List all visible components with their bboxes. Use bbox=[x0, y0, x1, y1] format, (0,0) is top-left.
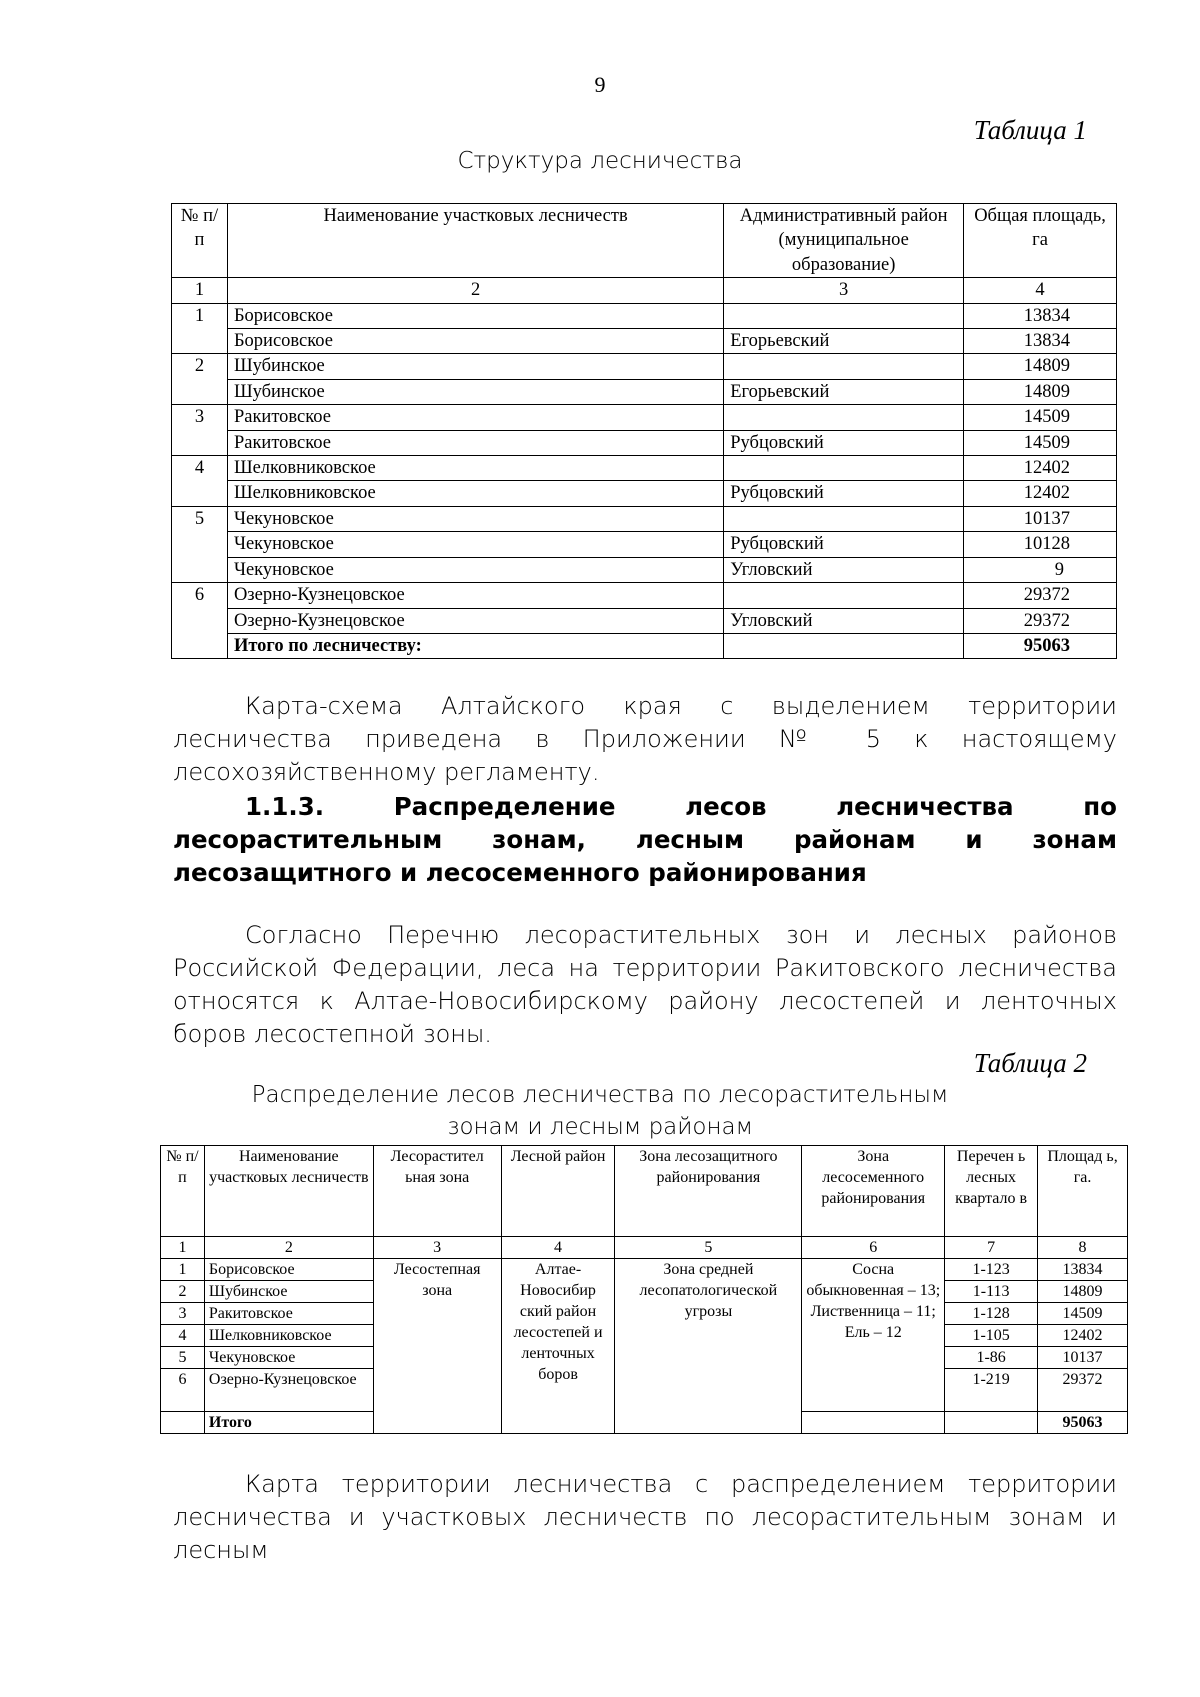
header-area: Общая площадь, га bbox=[964, 204, 1117, 278]
row-area: 14809 bbox=[964, 354, 1117, 379]
header-forest-zone: Лесорастител ьная зона bbox=[373, 1146, 501, 1237]
header-forest-district: Лесной район bbox=[501, 1146, 615, 1237]
column-number: 7 bbox=[945, 1237, 1038, 1259]
forestry-structure-table bbox=[171, 203, 1117, 659]
column-number: 4 bbox=[964, 278, 1117, 303]
table-row bbox=[172, 583, 1117, 608]
row-name: Чекуновское bbox=[227, 557, 723, 582]
row-district: Угловский bbox=[724, 557, 964, 582]
column-number: 1 bbox=[161, 1237, 205, 1259]
row-quarters: 1-128 bbox=[945, 1303, 1038, 1325]
row-area: 14809 bbox=[1038, 1281, 1128, 1303]
forest-district-cell: Алтае-Новосибир ский район лесостепей и ленточных боров bbox=[501, 1259, 615, 1434]
row-quarters: 1-86 bbox=[945, 1347, 1038, 1369]
row-num: 3 bbox=[172, 405, 228, 456]
table2-caption: Таблица 2 bbox=[973, 1048, 1087, 1078]
paragraph-map-territory: Карта территории лесничества с распределением территории лесничества и участковых лесничеств по лесорастительным зонам и лесным bbox=[173, 1470, 1117, 1564]
table1-title: Структура лесничества bbox=[457, 148, 743, 174]
row-num: 4 bbox=[161, 1325, 205, 1347]
row-area: 29372 bbox=[964, 608, 1117, 633]
header-name: Наименование участковых лесничеств bbox=[204, 1146, 373, 1237]
row-num: 4 bbox=[172, 456, 228, 507]
header-num: № п/п bbox=[172, 204, 228, 278]
table-row bbox=[172, 379, 1117, 404]
column-number: 2 bbox=[204, 1237, 373, 1259]
row-area: 12402 bbox=[1038, 1325, 1128, 1347]
row-district bbox=[724, 506, 964, 531]
row-name: Озерно-Кузнецовское bbox=[227, 608, 723, 633]
table-header-row bbox=[172, 204, 1117, 278]
row-quarters: 1-113 bbox=[945, 1281, 1038, 1303]
row-area: 13834 bbox=[964, 303, 1117, 328]
page-number: 9 bbox=[594, 72, 606, 97]
row-num: 1 bbox=[161, 1259, 205, 1281]
row-district: Рубцовский bbox=[724, 481, 964, 506]
table-row bbox=[172, 405, 1117, 430]
row-area: 10137 bbox=[964, 506, 1117, 531]
table-row bbox=[161, 1259, 1128, 1281]
row-name: Шубинское bbox=[204, 1281, 373, 1303]
row-num: 5 bbox=[172, 506, 228, 582]
header-seed-zone: Зона лесосеменного районирования bbox=[802, 1146, 945, 1237]
table-row bbox=[172, 430, 1117, 455]
paragraph-map-reference: Карта-схема Алтайского края с выделением территории лесничества приведена в Приложении № 5 к настоящему лесохозяйственному регламенту. bbox=[173, 692, 1117, 786]
row-name: Чекуновское bbox=[204, 1347, 373, 1369]
table2-title-line1: Распределение лесов лесничества по лесорастительным bbox=[251, 1082, 949, 1108]
row-name: Ракитовское bbox=[227, 430, 723, 455]
row-area: 13834 bbox=[964, 329, 1117, 354]
row-num: 6 bbox=[172, 583, 228, 659]
seed-zone-cell: Сосна обыкновенная – 13; Лиственница – 11; Ель – 12 bbox=[802, 1259, 945, 1412]
column-numbers-row bbox=[161, 1237, 1128, 1259]
total-row bbox=[172, 633, 1117, 658]
total-label: Итого bbox=[204, 1412, 373, 1434]
row-name: Чекуновское bbox=[227, 532, 723, 557]
table-header-row bbox=[161, 1146, 1128, 1237]
header-name: Наименование участковых лесничеств bbox=[227, 204, 723, 278]
row-name: Озерно-Кузнецовское bbox=[227, 583, 723, 608]
row-num: 3 bbox=[161, 1303, 205, 1325]
total-value: 95063 bbox=[964, 633, 1117, 658]
row-district: Рубцовский bbox=[724, 430, 964, 455]
total-value: 95063 bbox=[1038, 1412, 1128, 1434]
row-district bbox=[724, 405, 964, 430]
column-number: 3 bbox=[724, 278, 964, 303]
table-row bbox=[172, 608, 1117, 633]
row-area: 14509 bbox=[1038, 1303, 1128, 1325]
header-num: № п/ п bbox=[161, 1146, 205, 1237]
column-number: 4 bbox=[501, 1237, 615, 1259]
row-district bbox=[724, 456, 964, 481]
paragraph-forest-zones: Согласно Перечню лесорастительных зон и лесных районов Российской Федерации, леса на территории Ракитовского лесничества относятся к Алтае-Новосибирскому району лесостепей и ленточных боров лесостепной зоны. bbox=[173, 921, 1117, 1048]
row-area: 10128 bbox=[964, 532, 1117, 557]
row-district bbox=[724, 354, 964, 379]
row-name: Чекуновское bbox=[227, 506, 723, 531]
table2-title-line2: зонам и лесным районам bbox=[447, 1114, 753, 1140]
header-protection-zone: Зона лесозащитного районирования bbox=[615, 1146, 802, 1237]
total-label: Итого по лесничеству: bbox=[227, 633, 723, 658]
section-heading: 1.1.3. Распределение лесов лесничества по лесорастительным зонам, лесным районам и зонам лесозащитного и лесосеменного районирования bbox=[173, 792, 1117, 887]
row-name: Борисовское bbox=[227, 329, 723, 354]
row-area: 14509 bbox=[964, 405, 1117, 430]
row-district bbox=[724, 583, 964, 608]
row-area: 14509 bbox=[964, 430, 1117, 455]
column-number: 6 bbox=[802, 1237, 945, 1259]
row-area: 13834 bbox=[1038, 1259, 1128, 1281]
column-number: 3 bbox=[373, 1237, 501, 1259]
row-district: Угловский bbox=[724, 608, 964, 633]
table1-caption: Таблица 1 bbox=[973, 115, 1087, 145]
header-area: Площад ь, га. bbox=[1038, 1146, 1128, 1237]
total-seed-zone bbox=[802, 1412, 945, 1434]
row-area: 9 bbox=[964, 557, 1117, 582]
row-name: Шелковниковское bbox=[227, 481, 723, 506]
row-area: 29372 bbox=[964, 583, 1117, 608]
row-num: 6 bbox=[161, 1369, 205, 1412]
row-quarters: 1-123 bbox=[945, 1259, 1038, 1281]
column-number: 2 bbox=[227, 278, 723, 303]
forest-zone-cell: Лесостепная зона bbox=[373, 1259, 501, 1434]
row-area: 12402 bbox=[964, 481, 1117, 506]
row-area: 29372 bbox=[1038, 1369, 1128, 1412]
column-number: 8 bbox=[1038, 1237, 1128, 1259]
total-quarters bbox=[945, 1412, 1038, 1434]
row-name: Ракитовское bbox=[204, 1303, 373, 1325]
column-numbers-row bbox=[172, 278, 1117, 303]
row-num: 2 bbox=[172, 354, 228, 405]
protection-zone-cell: Зона средней лесопатологической угрозы bbox=[615, 1259, 802, 1434]
row-district: Егорьевский bbox=[724, 379, 964, 404]
table-row bbox=[172, 456, 1117, 481]
table-row bbox=[172, 354, 1117, 379]
row-district: Рубцовский bbox=[724, 532, 964, 557]
row-district bbox=[724, 303, 964, 328]
row-name: Озерно-Кузнецовское bbox=[204, 1369, 373, 1412]
column-number: 1 bbox=[172, 278, 228, 303]
row-name: Шубинское bbox=[227, 354, 723, 379]
row-num: 1 bbox=[172, 303, 228, 354]
table-row bbox=[172, 481, 1117, 506]
row-name: Ракитовское bbox=[227, 405, 723, 430]
table-row bbox=[172, 557, 1117, 582]
row-area: 12402 bbox=[964, 456, 1117, 481]
table-row bbox=[172, 532, 1117, 557]
row-district: Егорьевский bbox=[724, 329, 964, 354]
table-row bbox=[172, 506, 1117, 531]
row-area: 14809 bbox=[964, 379, 1117, 404]
column-number: 5 bbox=[615, 1237, 802, 1259]
row-quarters: 1-219 bbox=[945, 1369, 1038, 1412]
row-num: 2 bbox=[161, 1281, 205, 1303]
header-district: Административный район (муниципальное образование) bbox=[724, 204, 964, 278]
row-name: Борисовское bbox=[227, 303, 723, 328]
total-num bbox=[161, 1412, 205, 1434]
row-name: Шубинское bbox=[227, 379, 723, 404]
row-area: 10137 bbox=[1038, 1347, 1128, 1369]
row-name: Шелковниковское bbox=[204, 1325, 373, 1347]
forest-distribution-table bbox=[160, 1145, 1128, 1434]
row-quarters: 1-105 bbox=[945, 1325, 1038, 1347]
total-district bbox=[724, 633, 964, 658]
row-name: Борисовское bbox=[204, 1259, 373, 1281]
row-name: Шелковниковское bbox=[227, 456, 723, 481]
table-row bbox=[172, 303, 1117, 328]
row-num: 5 bbox=[161, 1347, 205, 1369]
header-quarters: Перечен ь лесных квартало в bbox=[945, 1146, 1038, 1237]
table-row bbox=[172, 329, 1117, 354]
